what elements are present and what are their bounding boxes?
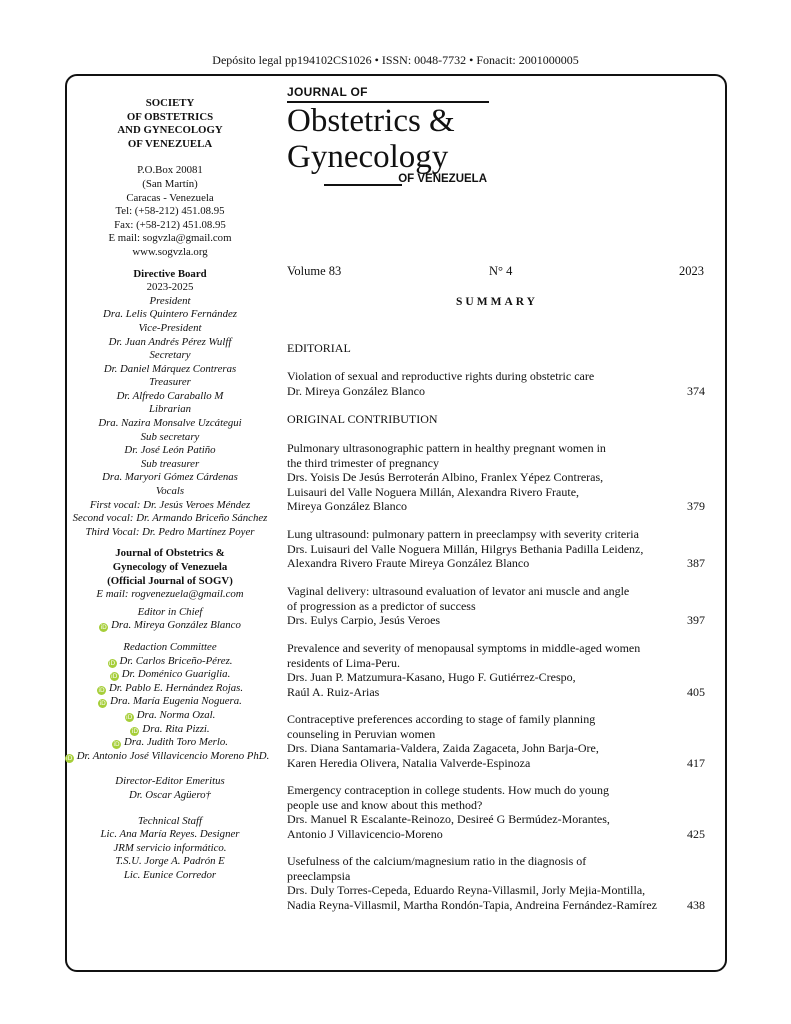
article-entry[interactable]: Lung ultrasound: pulmonary pattern in preeclampsy with severity criteria Drs. Luisauri del Valle Noguera Millán, Hilgrys Bethania Padilla Leidenz, Alexandra Rivero Fraute Mireya González Blanco 387 (287, 527, 705, 570)
committee-member: iD Dra. María Eugenia Noguera. (99, 695, 242, 708)
director-emeritus: Dr. Oscar Agüero† (129, 788, 211, 801)
committee-member: iD Dra. Judith Toro Merlo. (113, 736, 228, 749)
orcid-icon[interactable]: iD (131, 727, 139, 735)
orcid-icon[interactable]: iD (111, 673, 118, 681)
committee-member: iD Dr. Doménico Guariglia. (111, 668, 231, 681)
board-title: Directive Board (133, 267, 207, 280)
masthead-line1: Obstetrics & (287, 103, 455, 139)
article-entry[interactable]: Emergency contraception in college students. How much do young people use and know about this method? Drs. Manuel R Escalante-Reinozo, Desireé G Bermúdez-Morantes, Antonio J Villavicencio-Moreno 425 (287, 783, 705, 841)
committee-member: iD Dra. Norma Ozal. (126, 708, 216, 721)
sidebar (66, 97, 270, 882)
orcid-icon[interactable]: iD (100, 624, 107, 632)
board-years: 2023-2025 (146, 281, 194, 294)
staff-list: Lic. Ana María Reyes. Designer JRM servicio informático. T.S.U. Jorge A. Padrón E Lic. Eunice Corredor (100, 828, 240, 881)
article-entry[interactable]: Contraceptive preferences according to stage of family planning counseling in Peruvian women Drs. Diana Santamaria-Valdera, Zaida Zagaceta, John Barja-Ore, Karen Heredia Olivera, Natalia Valverde-Espinoza 417 (287, 712, 705, 770)
article-page: 425 (687, 826, 705, 841)
orcid-icon[interactable]: iD (98, 686, 105, 694)
masthead-bottom: OF VENEZUELA (398, 173, 487, 185)
contact-block: P.O.Box 20081 (San Martín) Caracas - Venezuela Tel: (+58-212) 451.08.95 Fax: (+58-212) 451.08.95 E mail: sogvzla@gmail.com www.sogvzla.org (70, 164, 270, 259)
journal-block: Journal of Obstetrics & Gynecology of Venezuela (Official Journal of SOGV) (107, 547, 233, 587)
journal-email[interactable]: E mail: rogvenezuela@gmail.com (96, 588, 244, 601)
orcid-icon[interactable]: iD (113, 741, 120, 749)
article-entry[interactable]: Prevalence and severity of menopausal symptoms in middle-aged women residents of Lima-Peru. Drs. Juan P. Matzumura-Kasano, Hugo F. Gutiérrez-Crespo, Raúl A. Ruiz-Arias 405 (287, 641, 705, 699)
committee-member: iD Dr. Carlos Briceño-Pérez. (108, 654, 233, 667)
journal-masthead (287, 85, 497, 185)
issue-number: N° 4 (489, 264, 513, 278)
orcid-icon[interactable]: iD (126, 713, 133, 721)
committee-list (66, 654, 270, 764)
article-page: 397 (687, 613, 705, 627)
editor-in-chief: iD Dra. Mireya González Blanco (100, 619, 241, 632)
committee-label: Redaction Committee (123, 640, 217, 653)
committee-member: iD Dra. Rita Pizzi. (131, 722, 210, 735)
article-entry[interactable]: Pulmonary ultrasonographic pattern in healthy pregnant women in the third trimester of pregnancy Drs. Yoisis De Jesús Berroterán Albino, Franlex Yépez Contreras, Luisauri del Valle Noguera Millán, Alexandra Rivero Fraute, Mireya González Blanco 379 (287, 441, 705, 513)
orcid-icon[interactable]: iD (66, 754, 73, 762)
article-page: 405 (687, 684, 705, 699)
legal-header: Depósito legal pp194102CS1026 • ISSN: 0048-7732 • Fonacit: 2001000005 (212, 53, 579, 67)
society-name: SOCIETY OF OBSTETRICS AND GYNECOLOGY OF VENEZUELA (117, 97, 223, 150)
article-page: 417 (687, 755, 705, 770)
section-original: ORIGINAL CONTRIBUTION (287, 412, 438, 426)
staff-label: Technical Staff (137, 814, 203, 827)
section-editorial: EDITORIAL (287, 341, 351, 355)
article-entry[interactable]: Vaginal delivery: ultrasound evaluation of levator ani muscle and angle of progression as a predictor of success Drs. Eulys Carpio, Jesús Veroes 397 (287, 584, 705, 627)
article-entry[interactable]: Violation of sexual and reproductive rights during obstetric care Dr. Mireya González Blanco 374 (287, 369, 705, 398)
director-label: Director-Editor Emeritus (115, 775, 225, 788)
article-page: 374 (687, 383, 705, 398)
orcid-icon[interactable]: iD (99, 700, 106, 708)
article-page: 438 (687, 897, 705, 912)
masthead-line2: Gynecology (287, 139, 449, 175)
orcid-icon[interactable]: iD (108, 659, 116, 667)
issue-year: 2023 (679, 264, 704, 278)
board-list: President Dra. Lelis Quintero Fernández Vice-President Dr. Juan Andrés Pérez Wulff Secretary Dr. Daniel Márquez Contreras Treasurer Dr. Alfredo Caraballo M Librarian Dra. Nazira Monsalve Uzcátegui Sub secretary Dr. José León Patiño Sub treasurer Dra. Maryori Gómez Cárdenas Vocals First vocal: Dr. Jesús Veroes Méndez Second vocal: Dr. Armando Briceño Sánchez Third Vocal: Dr. Pedro Martínez Poyer (72, 294, 268, 538)
volume: Volume 83 (287, 264, 342, 278)
committee-member: iD Dr. Pablo E. Hernández Rojas. (98, 681, 244, 694)
editor-label: Editor in Chief (137, 605, 203, 618)
article-page: 387 (687, 556, 705, 570)
committee-member: iD Dr. Antonio José Villavicencio Moreno PhD. (66, 749, 270, 762)
society-website[interactable]: www.sogvzla.org (132, 245, 208, 258)
summary-heading: SUMMARY (456, 296, 538, 308)
masthead-rule-lower (324, 184, 402, 186)
article-page: 379 (687, 499, 705, 513)
society-email[interactable]: E mail: sogvzla@gmail.com (108, 232, 232, 245)
masthead-top: JOURNAL OF (287, 85, 368, 99)
article-entry[interactable]: Usefulness of the calcium/magnesium ratio in the diagnosis of preeclampsia Drs. Duly Torres-Cepeda, Eduardo Reyna-Villasmil, Jorly Mejia-Montilla, Nadia Reyna-Villasmil, Martha Rondón-Tapia, Andreina Fernández-Ramírez 438 (287, 854, 705, 912)
